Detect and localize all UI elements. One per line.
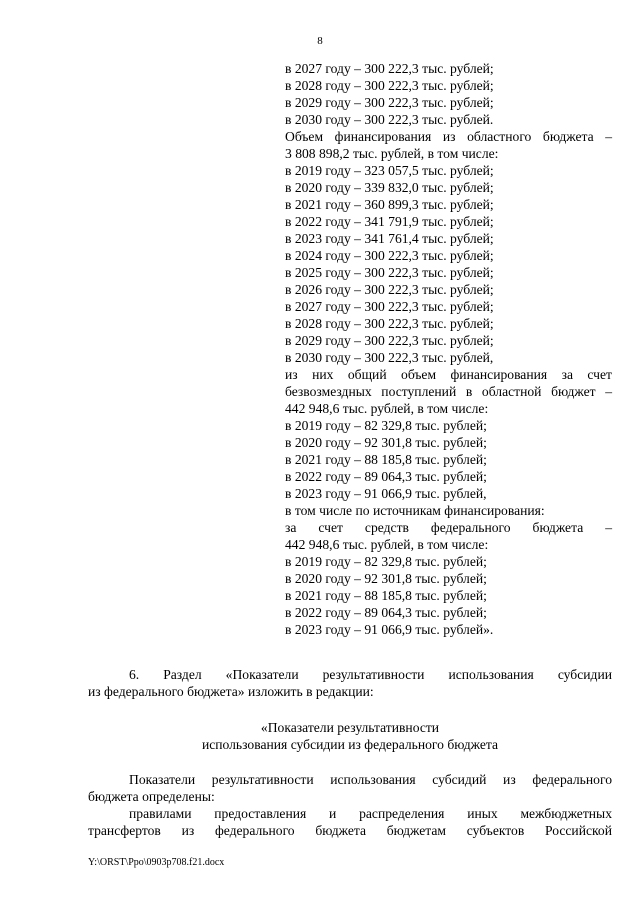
heading-line1: «Показатели результативности bbox=[260, 720, 440, 735]
paragraph1-line2: бюджета определены: bbox=[88, 789, 215, 804]
list-item: в 2025 году – 300 222,3 тыс. рублей; bbox=[285, 265, 494, 280]
list-item: в 2023 году – 91 066,9 тыс. рублей». bbox=[285, 622, 494, 637]
regional-budget-total: 3 808 898,2 тыс. рублей, в том числе: bbox=[285, 146, 499, 161]
list-item: в 2019 году – 82 329,8 тыс. рублей; bbox=[285, 418, 487, 433]
section6-line1: 6. Раздел «Показатели результативности использования субсидии bbox=[129, 667, 612, 682]
list-item: в 2023 году – 91 066,9 тыс. рублей, bbox=[285, 486, 487, 501]
list-item: в 2030 году – 300 222,3 тыс. рублей, bbox=[285, 350, 494, 365]
page-number: 8 bbox=[317, 35, 323, 47]
list-item: в 2028 году – 300 222,3 тыс. рублей; bbox=[285, 78, 494, 93]
list-item: в 2029 году – 300 222,3 тыс. рублей; bbox=[285, 333, 494, 348]
section6-line2: из федерального бюджета» изложить в редакции: bbox=[88, 684, 374, 699]
list-item: в 2022 году – 89 064,3 тыс. рублей; bbox=[285, 605, 487, 620]
list-item: в 2020 году – 92 301,8 тыс. рублей; bbox=[285, 435, 487, 450]
list-item: в 2021 году – 88 185,8 тыс. рублей; bbox=[285, 588, 487, 603]
section-heading bbox=[88, 719, 612, 753]
paragraph1 bbox=[88, 771, 612, 805]
list-item: в 2020 году – 92 301,8 тыс. рублей; bbox=[285, 571, 487, 586]
gratuitous-line: из них общий объем финансирования за счет bbox=[285, 367, 612, 382]
list-item: в 2030 году – 300 222,3 тыс. рублей. bbox=[285, 112, 494, 127]
paragraph1-line1: Показатели результативности использования субсидий из федерального bbox=[129, 772, 612, 787]
heading-line2: использования субсидии из федерального бюджета bbox=[201, 737, 499, 752]
paragraph2-line1: правилами предоставления и распределения иных межбюджетных bbox=[129, 806, 612, 821]
list-item: в 2020 году – 339 832,0 тыс. рублей; bbox=[285, 180, 494, 195]
federal-line: за счет средств федерального бюджета – bbox=[285, 520, 612, 535]
list-item: в 2026 году – 300 222,3 тыс. рублей; bbox=[285, 282, 494, 297]
section6-paragraph bbox=[88, 666, 612, 700]
list-item: в 2029 году – 300 222,3 тыс. рублей; bbox=[285, 95, 494, 110]
gratuitous-line: безвозмездных поступлений в областной бюджет – bbox=[285, 384, 612, 399]
list-item: в 2027 году – 300 222,3 тыс. рублей; bbox=[285, 61, 494, 76]
list-item: в 2019 году – 82 329,8 тыс. рублей; bbox=[285, 554, 487, 569]
file-path-footer: Y:\ORST\Ppo\0903p708.f21.docx bbox=[88, 857, 225, 868]
list-item: в 2021 году – 88 185,8 тыс. рублей; bbox=[285, 452, 487, 467]
list-item: в 2019 году – 323 057,5 тыс. рублей; bbox=[285, 163, 494, 178]
list-item: в 2027 году – 300 222,3 тыс. рублей; bbox=[285, 299, 494, 314]
funding-block bbox=[285, 60, 612, 638]
sources-line: в том числе по источникам финансирования: bbox=[285, 503, 545, 518]
list-item: в 2022 году – 341 791,9 тыс. рублей; bbox=[285, 214, 494, 229]
gratuitous-total: 442 948,6 тыс. рублей, в том числе: bbox=[285, 401, 489, 416]
list-item: в 2022 году – 89 064,3 тыс. рублей; bbox=[285, 469, 487, 484]
list-item: в 2021 году – 360 899,3 тыс. рублей; bbox=[285, 197, 494, 212]
regional-budget-line: Объем финансирования из областного бюджета – bbox=[285, 129, 612, 144]
list-item: в 2028 году – 300 222,3 тыс. рублей; bbox=[285, 316, 494, 331]
list-item: в 2023 году – 341 761,4 тыс. рублей; bbox=[285, 231, 494, 246]
paragraph2-line2: трансфертов из федерального бюджета бюджетам субъектов Российской bbox=[88, 823, 612, 838]
federal-total: 442 948,6 тыс. рублей, в том числе: bbox=[285, 537, 489, 552]
paragraph2 bbox=[88, 805, 612, 839]
list-item: в 2024 году – 300 222,3 тыс. рублей; bbox=[285, 248, 494, 263]
